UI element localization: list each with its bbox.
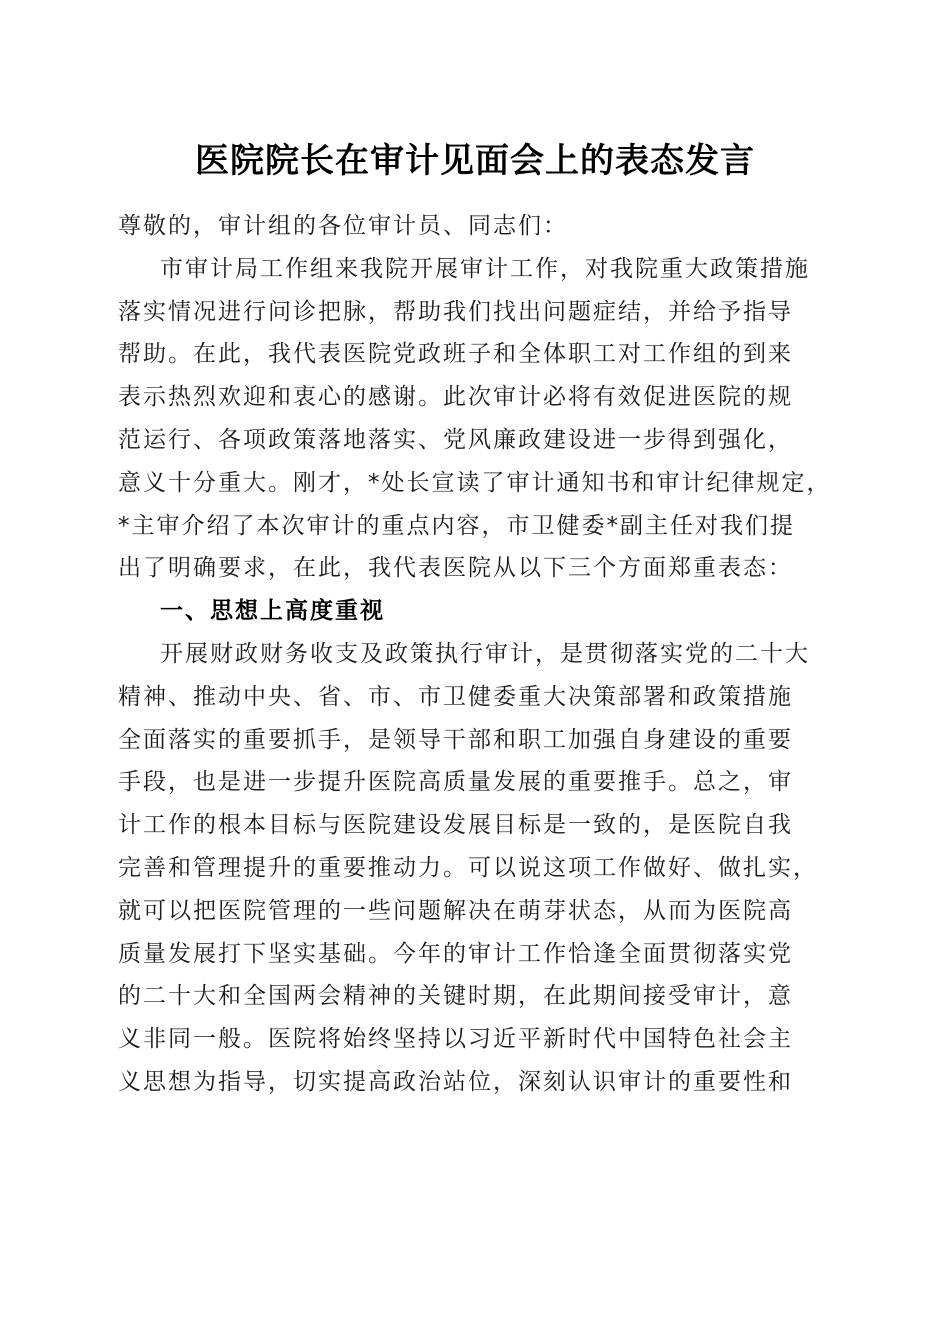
paragraph-2-line: 的二十大和全国两会精神的关键时期，在此期间接受审计，意	[118, 983, 793, 1010]
paragraph-2-line: 精神、推动中央、省、市、市卫健委重大决策部署和政策措施	[118, 683, 793, 710]
document-title: 医院院长在审计见面会上的表态发言	[195, 141, 755, 181]
paragraph-2-line: 计工作的根本目标与医院建设发展目标是一致的，是医院自我	[118, 812, 793, 839]
paragraph-2-line: 义思想为指导，切实提高政治站位，深刻认识审计的重要性和	[118, 1068, 793, 1095]
paragraph-2-line: 质量发展打下坚实基础。今年的审计工作恰逢全面贯彻落实党	[118, 940, 793, 967]
paragraph-2-line: 手段，也是进一步提升医院高质量发展的重要推手。总之，审	[118, 769, 793, 796]
paragraph-2-line: 完善和管理提升的重要推动力。可以说这项工作做好、做扎实，	[118, 854, 818, 881]
paragraph-1-line: 市审计局工作组来我院开展审计工作，对我院重大政策措施	[160, 255, 810, 282]
paragraph-2-line: 全面落实的重要抓手，是领导干部和职工加强自身建设的重要	[118, 726, 793, 753]
paragraph-2-line: 就可以把医院管理的一些问题解决在萌芽状态，从而为医院高	[118, 897, 793, 924]
paragraph-2-line: 开展财政财务收支及政策执行审计，是贯彻落实党的二十大	[160, 640, 810, 667]
paragraph-1-line: 表示热烈欢迎和衷心的感谢。此次审计必将有效促进医院的规	[118, 384, 793, 411]
paragraph-1-line: *主审介绍了本次审计的重点内容，市卫健委*副主任对我们提	[118, 512, 795, 539]
document-body	[118, 205, 832, 1104]
paragraph-1-line: 落实情况进行问诊把脉，帮助我们找出问题症结，并给予指导	[118, 298, 793, 325]
paragraph-1-line: 出了明确要求，在此，我代表医院从以下三个方面郑重表态：	[118, 555, 793, 582]
paragraph-1-line: 意义十分重大。刚才，*处长宣读了审计通知书和审计纪律规定，	[118, 469, 832, 496]
paragraph-2-line: 义非同一般。医院将始终坚持以习近平新时代中国特色社会主	[118, 1026, 793, 1053]
paragraph-1-line: 帮助。在此，我代表医院党政班子和全体职工对工作组的到来	[118, 341, 793, 368]
section-heading-1: 一、思想上高度重视	[160, 598, 385, 625]
paragraph-1-line: 范运行、各项政策落地落实、党风廉政建设进一步得到强化，	[118, 426, 793, 453]
salutation: 尊敬的，审计组的各位审计员、同志们：	[118, 213, 568, 239]
